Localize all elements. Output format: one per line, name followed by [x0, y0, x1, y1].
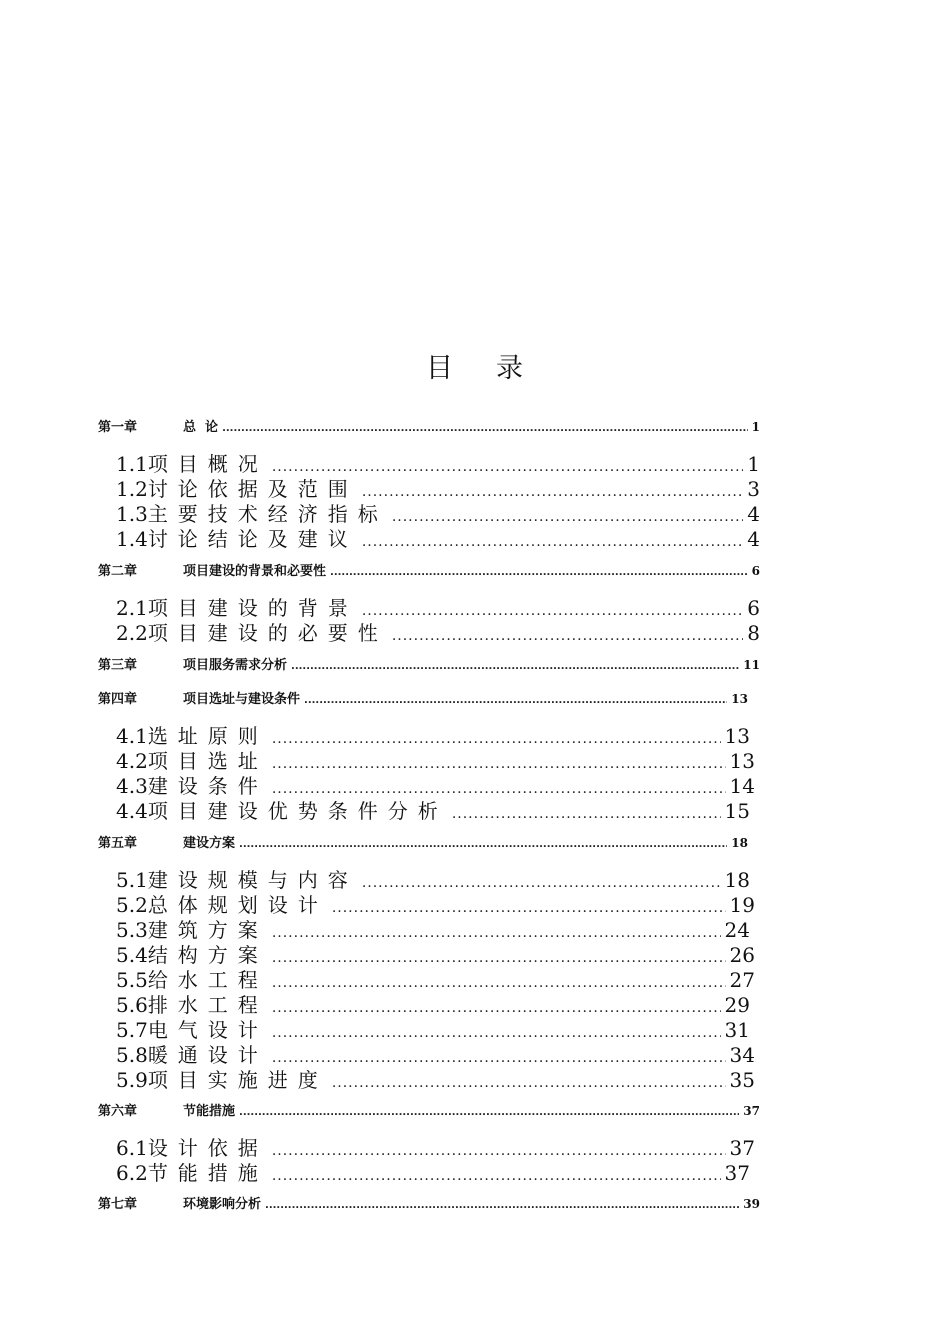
toc-page-number: 11: [743, 658, 760, 672]
toc-section-number: 5.3: [116, 918, 148, 942]
toc-section-title: 项目建设优势条件分析: [147, 799, 448, 823]
toc-dot-leader: [304, 695, 727, 706]
toc-page-number: 8: [747, 621, 760, 645]
toc-page-number: 4: [747, 527, 760, 551]
toc-section-number: 6.1: [116, 1136, 148, 1160]
toc-dot-leader: [239, 1107, 739, 1118]
toc-section-row[interactable]: [116, 795, 750, 824]
toc-section-number: 5.9: [116, 1068, 148, 1092]
toc-chapter-row[interactable]: [98, 1100, 760, 1119]
toc-page-number: 6: [751, 564, 760, 578]
toc-section-title: 建设条件: [147, 774, 268, 798]
toc-section-number: 5.1: [116, 868, 148, 892]
toc-chapter-title: 建设方案: [183, 836, 236, 851]
toc-page-number: 37: [743, 1104, 760, 1118]
toc-chapter-number: 第六章: [98, 1104, 138, 1119]
toc-section-row[interactable]: [116, 1157, 750, 1186]
toc-page-number: 13: [731, 692, 748, 706]
toc-section-number: 4.4: [116, 799, 148, 823]
toc-dot-leader: [392, 628, 743, 644]
toc-chapter-title: 节能措施: [183, 1104, 236, 1119]
toc-chapter-row[interactable]: [98, 416, 760, 435]
toc-section-title: 建设规模与内容: [147, 868, 358, 892]
toc-section-number: 1.4: [116, 527, 148, 551]
toc-chapter-title: 环境影响分析: [183, 1197, 262, 1212]
toc-dot-leader: [291, 661, 739, 672]
toc-page-number: 14: [729, 774, 755, 798]
toc-dot-leader: [452, 806, 721, 822]
toc-dot-leader: [330, 567, 748, 578]
toc-section-title: 电气设计: [147, 1018, 268, 1042]
toc-page-number: 1: [747, 452, 760, 476]
toc-section-number: 4.3: [116, 774, 148, 798]
toc-dot-leader: [222, 423, 748, 434]
toc-page-number: 1: [751, 420, 760, 434]
toc-page-number: 13: [729, 749, 755, 773]
toc-section-title: 讨论依据及范围: [147, 477, 358, 501]
toc-chapter-number: 第一章: [98, 420, 138, 435]
toc-chapter-number: 第四章: [98, 692, 138, 707]
toc-chapter-number: 第三章: [98, 658, 138, 673]
toc-section-title: 项目建设的背景: [147, 596, 358, 620]
toc-section-title: 选址原则: [147, 724, 268, 748]
toc-chapter-row[interactable]: [98, 1193, 760, 1212]
toc-section-title: 讨论结论及建议: [147, 527, 358, 551]
toc-section-number: 5.6: [116, 993, 148, 1017]
toc-page-number: 18: [724, 868, 750, 892]
toc-section-number: 5.2: [116, 893, 148, 917]
toc-chapter-title: 项目选址与建设条件: [183, 692, 301, 707]
toc-page-number: 37: [729, 1136, 755, 1160]
toc-section-title: 给水工程: [147, 968, 268, 992]
toc-section-row[interactable]: [116, 523, 760, 552]
toc-chapter-title: 项目服务需求分析: [183, 658, 288, 673]
toc-section-number: 5.5: [116, 968, 148, 992]
toc-section-number: 2.1: [116, 596, 148, 620]
page-title: [0, 346, 950, 385]
toc-page-number: 34: [729, 1043, 755, 1067]
toc-chapter-number: 第二章: [98, 564, 138, 579]
toc-page-number: 26: [729, 943, 755, 967]
toc-section-title: 节能措施: [147, 1161, 268, 1185]
toc-dot-leader: [362, 534, 743, 550]
toc-page-number: 35: [729, 1068, 755, 1092]
toc-chapter-row[interactable]: [98, 688, 748, 707]
toc-page-number: 6: [747, 596, 760, 620]
toc-chapter-row[interactable]: [98, 560, 760, 579]
toc-section-title: 项目实施进度: [147, 1068, 328, 1092]
toc-chapter-row[interactable]: [98, 654, 760, 673]
toc-section-number: 6.2: [116, 1161, 148, 1185]
toc-dot-leader: [332, 1075, 726, 1091]
toc-section-number: 4.2: [116, 749, 148, 773]
toc-page-number: 3: [747, 477, 760, 501]
toc-dot-leader: [239, 839, 727, 850]
toc-section-row[interactable]: [116, 1064, 755, 1093]
toc-page-number: 4: [747, 502, 760, 526]
toc-page-number: 15: [724, 799, 750, 823]
toc-section-number: 1.3: [116, 502, 148, 526]
toc-section-title: 项目概况: [147, 452, 268, 476]
toc-page-number: 31: [724, 1018, 750, 1042]
toc-section-title: 排水工程: [147, 993, 268, 1017]
toc-section-title: 主要技术经济指标: [147, 502, 388, 526]
toc-page-number: 37: [724, 1161, 750, 1185]
toc-section-title: 暖通设计: [147, 1043, 268, 1067]
toc-page-number: 18: [731, 836, 748, 850]
toc-section-number: 4.1: [116, 724, 148, 748]
toc-section-title: 建筑方案: [147, 918, 268, 942]
toc-section-title: 项目建设的必要性: [147, 621, 388, 645]
title-left-char: 目: [426, 353, 454, 384]
toc-page-number: 39: [743, 1197, 760, 1211]
toc-section-title: 总体规划设计: [147, 893, 328, 917]
toc-chapter-title: 项目建设的背景和必要性: [183, 564, 327, 579]
toc-page-number: 29: [724, 993, 750, 1017]
toc-section-title: 设计依据: [147, 1136, 268, 1160]
title-right-char: 录: [496, 353, 524, 384]
toc-section-number: 5.4: [116, 943, 148, 967]
toc-page-number: 27: [729, 968, 755, 992]
toc-page-number: 19: [729, 893, 755, 917]
toc-dot-leader: [272, 1168, 721, 1184]
toc-chapter-number: 第五章: [98, 836, 138, 851]
toc-section-title: 项目选址: [147, 749, 268, 773]
toc-section-number: 2.2: [116, 621, 148, 645]
toc-section-number: 5.7: [116, 1018, 148, 1042]
toc-page-number: 24: [724, 918, 750, 942]
toc-chapter-row[interactable]: [98, 832, 748, 851]
toc-section-row[interactable]: [116, 617, 760, 646]
toc-section-number: 1.1: [116, 452, 148, 476]
toc-chapter-title: 总 论: [183, 420, 219, 435]
toc-dot-leader: [265, 1200, 739, 1211]
toc-chapter-number: 第七章: [98, 1197, 138, 1212]
toc-page-number: 13: [724, 724, 750, 748]
toc-section-number: 5.8: [116, 1043, 148, 1067]
toc-section-title: 结构方案: [147, 943, 268, 967]
toc-section-number: 1.2: [116, 477, 148, 501]
